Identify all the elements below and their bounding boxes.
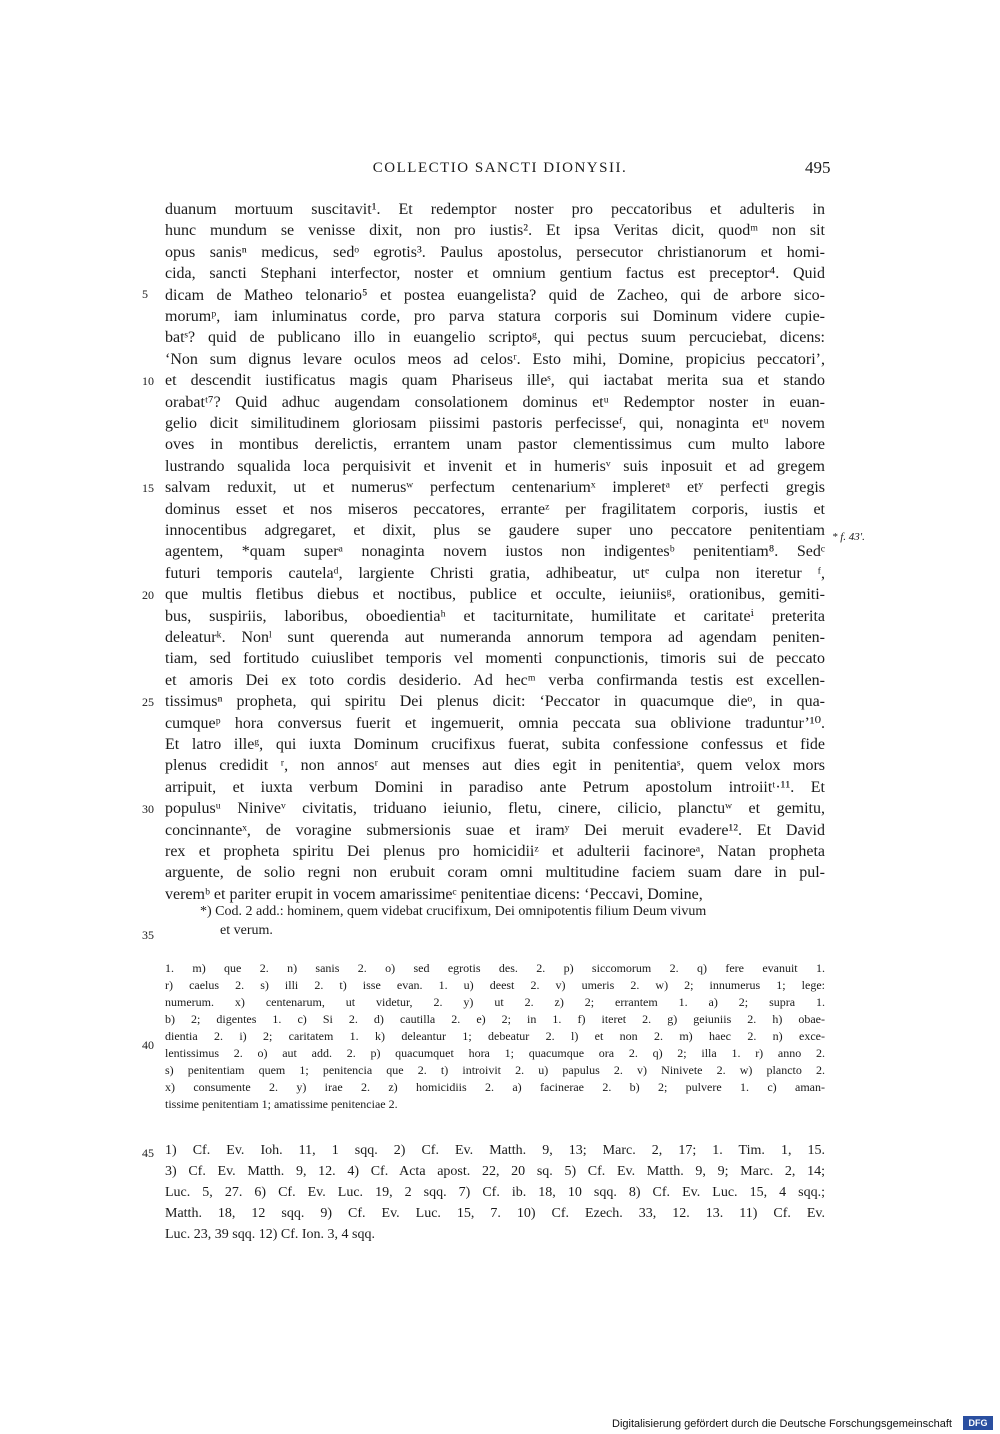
text-line: lustrando squalida loca perquisivit et invenit et in humerisᵛ suis inposuit et ad gregem [165,457,825,475]
text-line: futuri temporis cautelaᵈ, largiente Christi gratia, adhibeatur, utᵉ culpa non iteretur ᶠ, [165,564,825,582]
reference-line: Luc. 5, 27. 6) Cf. Ev. Luc. 19, 2 sqq. 7) Cf. ib. 18, 10 sqq. 8) Cf. Ev. Luc. 15, 4 sqq.; [165,1185,825,1200]
star-footnote-line: *) Cod. 2 add.: hominem, quem videbat crucifixum, Dei omnipotentis filium Deum vivum [200,904,707,919]
text-line: oves in montibus derelictis, errantem unam pastor clementissimus cum multo labore [165,436,825,454]
text-line: tissimusⁿ propheta, qui spiritu Dei plenus dicit: ‘Peccator in quacumque dieᵒ, in qua- [165,693,825,711]
text-line: opus sanisⁿ medicus, sedᵒ egrotis³. Paulus apostolus, persecutor christianorum et homi- [165,243,825,261]
text-line: hunc mundum se venisse dixit, non pro iustis². Et ipsa Veritas dicit, quodᵐ non sit [165,222,825,240]
text-line: tiam, sed fortitudo cuiuslibet temporis vel momenti conpunctionis, timoris sui de peccato [165,650,825,668]
apparatus-line: s) penitentiam quem 1; penitencia que 2. t) introivit 2. u) papulus 2. v) Ninivete 2. w) plancto 2. [165,1063,825,1077]
apparatus-line: x) consumente 2. y) irae 2. z) homicidiis 2. a) facinerae 2. b) 2; pulvere 1. c) aman- [165,1080,825,1094]
folio-margin-note: * f. 43'. [832,531,865,543]
star-footnote-line: et verum. [220,923,273,938]
line-number: 20 [142,587,154,602]
text-line: et descendit iustificatus magis quam Phariseus illeˢ, qui iactabat merita sua et stando [165,372,825,390]
digitization-credit: Digitalisierung gefördert durch die Deutsche Forschungsgemeinschaft [612,1418,952,1430]
text-line: plenus credidit ʳ, non annosʳ aut menses aut dies egit in penitentiaˢ, quem velox mors [165,757,825,775]
text-line: batˢ? quid de publicano illo in euangelio scriptoᵍ, qui pectus suum percuciebat, dicens: [165,329,825,347]
text-line: concinnanteˣ, de voragine submersionis suae et iramʸ Dei meruit evadere¹². Et David [165,821,825,839]
line-number: 15 [142,480,154,495]
text-line: cumqueᵖ hora conversus fuerit et ingemuerit, omnia peccata sua oblivione traduntur’¹⁰. [165,714,825,732]
apparatus-line: lentissimus 2. o) aut add. 2. p) quacumquet hora 1; quacumque ora 2. q) 2; illa 1. r) anno 2. [165,1046,825,1060]
text-line: ‘Non sum dignus levare oculos meos ad celosʳ. Esto mihi, Domine, propicius peccatori’, [165,350,825,368]
text-line: arguente, de solio regni non erubuit coram omni multitudine faciem suam dare in pul- [165,864,825,882]
text-line: duanum mortuum suscitavit¹. Et redemptor noster pro peccatoribus et adulteris in [165,201,825,218]
apparatus-line: tissime penitentiam 1; amatissime penitenciae 2. [165,1097,398,1111]
reference-line: Luc. 23, 39 sqq. 12) Cf. Ion. 3, 4 sqq. [165,1227,375,1242]
reference-line: Matth. 18, 12 sqq. 9) Cf. Ev. Luc. 15, 7. 10) Cf. Ezech. 33, 12. 13. 11) Cf. Ev. [165,1206,825,1221]
text-line: et amoris Dei ex toto cordis desiderio. Ad hecᵐ verba confirmanda testis est excellen- [165,671,825,689]
line-number: 5 [142,287,148,302]
text-line: deleaturᵏ. Nonˡ sunt querenda aut numeranda annorum tempora ad agendam peniten- [165,629,825,646]
star-footnote [200,902,825,940]
apparatus-line: b) 2; digentes 1. c) Si 2. d) cautilla 2. e) 2; in 1. f) iteret 2. g) geiuniis 2. h) obae- [165,1012,825,1026]
line-number: 25 [142,694,154,709]
apparatus-line: numerum. x) centenarum, ut videtur, 2. y) ut 2. z) 2; errantem 1. a) 2; supra 1. [165,995,825,1009]
text-line: salvam reduxit, ut et numerusʷ perfectum centenariumˣ impleretᵃ etʸ perfecti gregis [165,479,825,497]
page-number: 495 [805,158,831,177]
line-number: 10 [142,373,154,388]
text-line: innocentibus adgregaret, et dixit, plus se gaudere super uno peccatore penitentiam [165,522,825,539]
text-line: arripuit, et iuxta verbum Domini in paradiso ante Petrum apostolum introiitᵗ·¹¹. Et [165,778,825,796]
text-line: Et latro illeᵍ, qui iuxta Dominum crucifixus fuerat, subita confessione confessus et fide [165,736,825,753]
text-line: rex et propheta spiritu Dei plenus pro homicidiiᶻ et adulterii facinoreᵃ, Natan propheta [165,843,825,860]
text-line: morumᵖ, iam inluminatus corde, pro parva statura corporis sui Dominum videre cupie- [165,308,825,325]
line-number: 40 [142,1038,154,1052]
apparatus-line: r) caelus 2. s) illi 2. t) isse evan. 1. u) deest 2. v) umeris 2. w) 2; innumerus 1; lege: [165,978,825,992]
text-line: gelio dicit similitudinem gloriosam piissimi pastoris perfecisseᶠ, qui, nonaginta etᵘ novem [165,415,825,432]
text-line: dicam de Matheo telonario⁵ et postea euangelista? quid de Zacheo, qui de arbore sico- [165,286,825,304]
text-line: bus, suspiriis, laboribus, oboedientiaʰ et taciturnitate, humilitate et caritateⁱ preterita [165,607,825,625]
apparatus-line: 1. m) que 2. n) sanis 2. o) sed egrotis des. 2. p) siccomorum 2. q) fere evanuit 1. [165,961,825,975]
reference-line: 1) Cf. Ev. Ioh. 11, 1 sqq. 2) Cf. Ev. Matth. 9, 13; Marc. 2, 17; 1. Tim. 1, 15. [165,1143,825,1158]
apparatus-line: dientia 2. i) 2; caritatem 1. k) deleantur 1; debeatur 2. l) et non 2. m) haec 2. n) exce- [165,1029,825,1043]
text-line: populusᵘ Niniveᵛ civitatis, triduano ieiunio, fletu, cinere, cilicio, planctuʷ et gemitu, [165,800,825,818]
line-number: 45 [142,1146,154,1160]
line-number: 35 [142,928,154,942]
reference-line: 3) Cf. Ev. Matth. 9, 12. 4) Cf. Acta apost. 22, 20 sq. 5) Cf. Ev. Matth. 9, 9; Marc. 2, 14; [165,1164,825,1179]
text-line: agentem, *quam superᵃ nonaginta novem iustos non indigentesᵇ penitentiam⁸. Sedᶜ [165,543,825,561]
text-line: que multis fletibus diebus et noctibus, publice et occulte, ieiuniisᵍ, orationibus, gemiti- [165,586,825,604]
running-title: COLLECTIO SANCTI DIONYSII. [372,160,628,176]
line-number: 30 [142,801,154,816]
text-line: orabatᵗ⁷? Quid adhuc augendam consolationem dominus etᵘ Redemptor noster in euan- [165,393,825,411]
text-line: veremᵇ et pariter erupit in vocem amarissimeᶜ penitentiae dicens: ‘Peccavi, Domine, [165,885,703,903]
text-line: cida, sancti Stephani interfector, noster et omnium gentium factus est preceptor⁴. Quid [165,265,825,283]
text-line: dominus esset et nos miseros peccatores, erranteᶻ per fragilitatem corporis, iustis et [165,500,825,518]
dfg-logo: DFG [963,1416,993,1430]
